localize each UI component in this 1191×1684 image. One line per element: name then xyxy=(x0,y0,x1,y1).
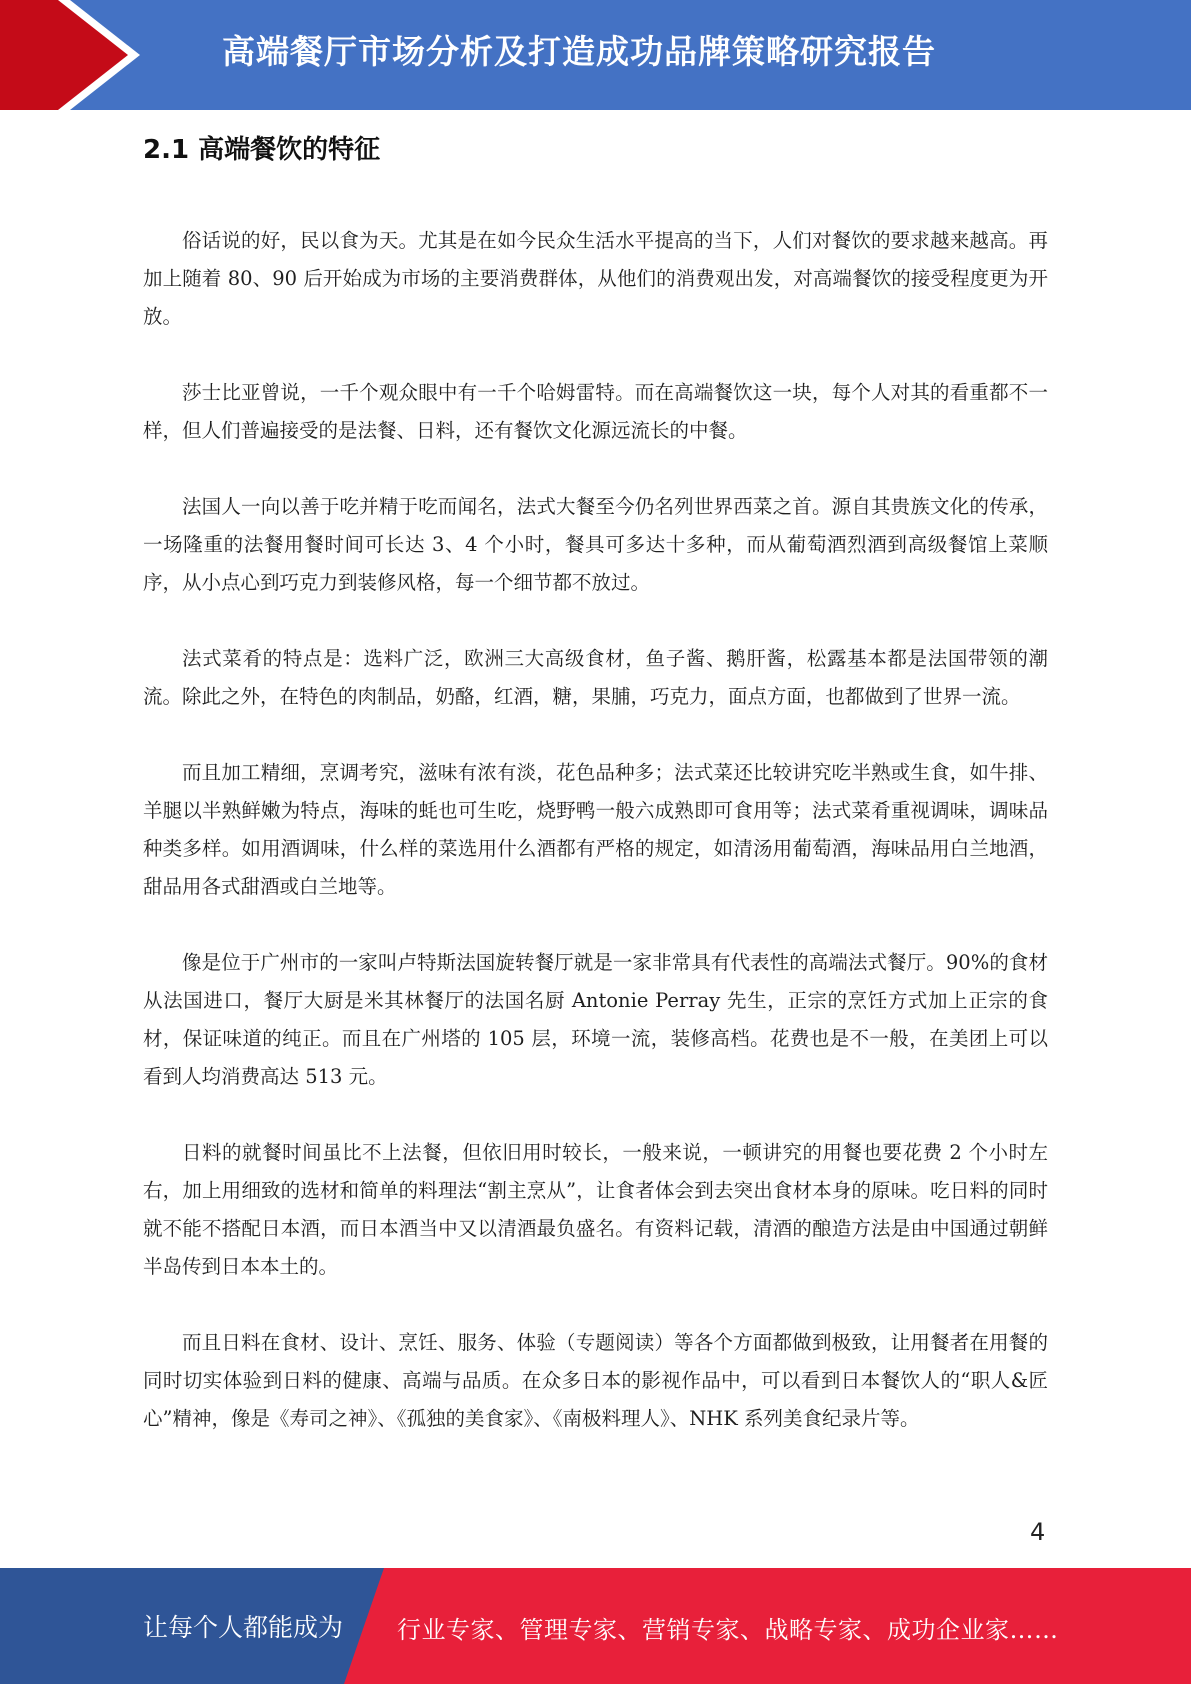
page-footer xyxy=(0,1568,1191,1684)
paragraph: 而且日料在食材、设计、烹饪、服务、体验（专题阅读）等各个方面都做到极致，让用餐者在用餐的同时切实体验到日料的健康、高端与品质。在众多日本的影视作品中，可以看到日本餐饮人的“职人&匠心”精神，像是《寿司之神》、《孤独的美食家》、《南极料理人》、NHK 系列美食纪录片等。 xyxy=(143,1331,1048,1430)
paragraph: 而且加工精细，烹调考究，滋味有浓有淡，花色品种多；法式菜还比较讲究吃半熟或生食，如牛排、羊腿以半熟鲜嫩为特点，海味的蚝也可生吃，烧野鸭一般六成熟即可食用等；法式菜肴重视调味，调味品种类多样。如用酒调味，什么样的菜选用什么酒都有严格的规定，如清汤用葡萄酒，海味品用白兰地酒，甜品用各式甜酒或白兰地等。 xyxy=(143,761,1048,898)
body-text xyxy=(143,222,1048,1476)
footer-slogan-right: 行业专家、管理专家、营销专家、战略专家、成功企业家…… xyxy=(397,1616,1059,1644)
paragraph: 法国人一向以善于吃并精于吃而闻名，法式大餐至今仍名列世界西菜之首。源自其贵族文化的传承，一场隆重的法餐用餐时间可长达 3、4 个小时，餐具可多达十多种，而从葡萄酒烈酒到高级餐馆上菜顺序，从小点心到巧克力到装修风格，每一个细节都不放过。 xyxy=(143,495,1048,594)
paragraph: 莎士比亚曾说，一千个观众眼中有一千个哈姆雷特。而在高端餐饮这一块，每个人对其的看重都不一样，但人们普遍接受的是法餐、日料，还有餐饮文化源远流长的中餐。 xyxy=(143,381,1048,442)
section-heading: 2.1 高端餐饮的特征 xyxy=(143,135,381,165)
page-number: 4 xyxy=(1030,1518,1046,1546)
page-header xyxy=(0,0,1191,110)
paragraph: 俗话说的好，民以食为天。尤其是在如今民众生活水平提高的当下，人们对餐饮的要求越来越高。再加上随着 80、90 后开始成为市场的主要消费群体，从他们的消费观出发，对高端餐饮的接受程度更为开放。 xyxy=(143,229,1048,328)
paragraph: 日料的就餐时间虽比不上法餐，但依旧用时较长，一般来说，一顿讲究的用餐也要花费 2 个小时左右，加上用细致的选材和简单的料理法“割主烹从”，让食者体会到去突出食材本身的原味。吃日料的同时就不能不搭配日本酒，而日本酒当中又以清酒最负盛名。有资料记载，清酒的酿造方法是由中国通过朝鲜半岛传到日本本土的。 xyxy=(143,1141,1048,1278)
paragraph: 法式菜肴的特点是：选料广泛，欧洲三大高级食材，鱼子酱、鹅肝酱，松露基本都是法国带领的潮流。除此之外，在特色的肉制品，奶酪，红酒，糖，果脯，巧克力，面点方面，也都做到了世界一流。 xyxy=(143,647,1048,708)
footer-slogan-left: 让每个人都能成为 xyxy=(143,1613,344,1642)
report-title: 高端餐厅市场分析及打造成功品牌策略研究报告 xyxy=(222,32,936,71)
paragraph: 像是位于广州市的一家叫卢特斯法国旋转餐厅就是一家非常具有代表性的高端法式餐厅。90%的食材从法国进口，餐厅大厨是米其林餐厅的法国名厨 Antonie Perray 先生，正宗的烹饪方式加上正宗的食材，保证味道的纯正。而且在广州塔的 105 层，环境一流，装修高档。花费也是不一般，在美团上可以看到人均消费高达 513 元。 xyxy=(143,951,1048,1088)
